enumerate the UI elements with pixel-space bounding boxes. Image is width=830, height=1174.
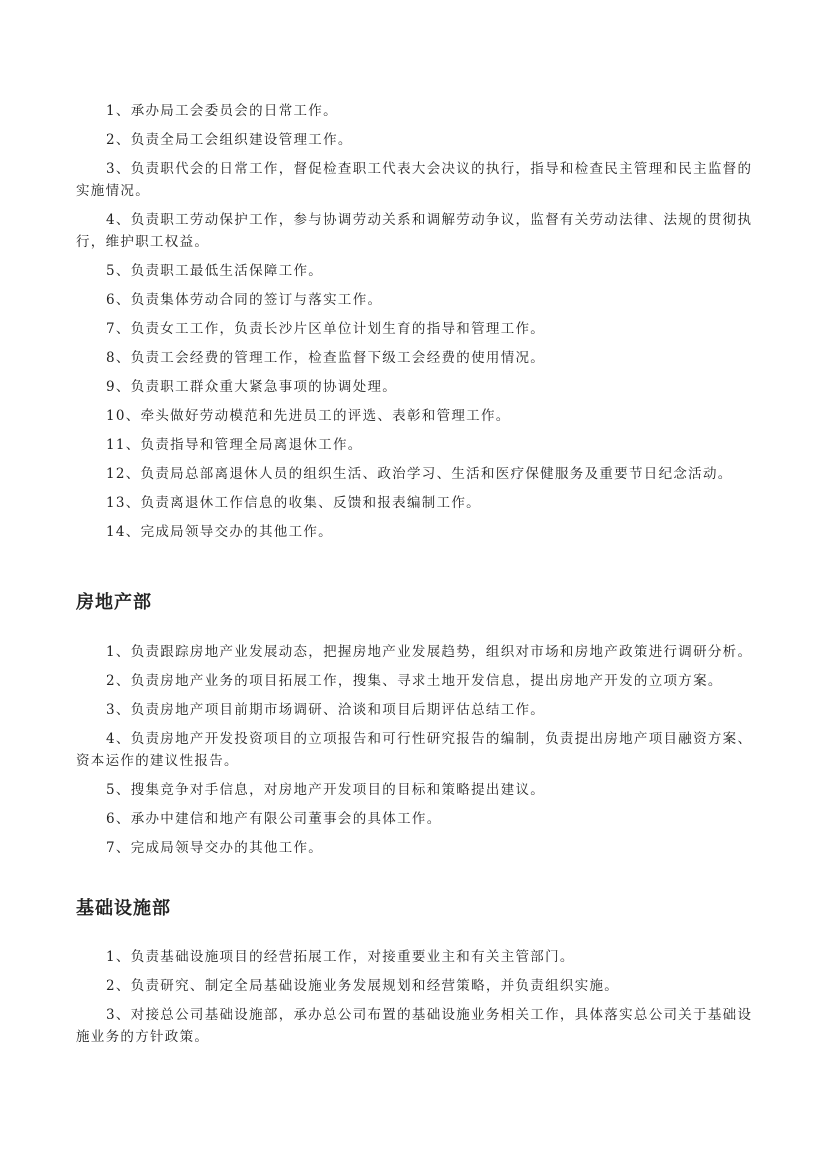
list-item: 3、负责职代会的日常工作，督促检查职工代表大会决议的执行，指导和检查民主管理和民主监督的实施情况。	[76, 161, 753, 199]
infrastructure-section	[76, 894, 762, 920]
list-item: 2、负责研究、制定全局基础设施业务发展规划和经营策略，并负责组织实施。	[106, 978, 620, 994]
list-item: 11、负责指导和管理全局离退休工作。	[106, 437, 363, 453]
list-item: 8、负责工会经费的管理工作，检查监督下级工会经费的使用情况。	[106, 350, 546, 366]
list-item: 1、承办局工会委员会的日常工作。	[106, 103, 338, 119]
list-item: 10、牵头做好劳动模范和先进员工的评选、表彰和管理工作。	[106, 408, 511, 424]
infrastructure-duties-list	[76, 946, 762, 1055]
list-item: 1、负责基础设施项目的经营拓展工作，对接重要业主和有关主管部门。	[106, 949, 575, 965]
list-item: 2、负责房地产业务的项目拓展工作，搜集、寻求土地开发信息，提出房地产开发的立项方案。	[106, 673, 723, 689]
list-item: 5、负责职工最低生活保障工作。	[106, 263, 324, 279]
section-heading: 基础设施部	[76, 898, 171, 919]
union-duties-list	[76, 100, 762, 550]
list-item: 1、负责跟踪房地产业发展动态，把握房地产业发展趋势，组织对市场和房地产政策进行调研分析。	[106, 644, 753, 660]
list-item: 2、负责全局工会组织建设管理工作。	[106, 132, 353, 148]
list-item: 6、承办中建信和地产有限公司董事会的具体工作。	[106, 811, 442, 827]
list-item: 4、负责职工劳动保护工作，参与协调劳动关系和调解劳动争议，监督有关劳动法律、法规的贯彻执行，维护职工权益。	[76, 212, 753, 250]
list-item: 3、对接总公司基础设施部，承办总公司布置的基础设施业务相关工作，具体落实总公司关于基础设施业务的方针政策。	[76, 1007, 753, 1045]
list-item: 9、负责职工群众重大紧急事项的协调处理。	[106, 379, 398, 395]
list-item: 7、负责女工工作，负责长沙片区单位计划生育的指导和管理工作。	[106, 321, 546, 337]
list-item: 5、搜集竞争对手信息，对房地产开发项目的目标和策略提出建议。	[106, 782, 546, 798]
list-item: 4、负责房地产开发投资项目的立项报告和可行性研究报告的编制，负责提出房地产项目融资方案、资本运作的建议性报告。	[76, 731, 753, 769]
list-item: 3、负责房地产项目前期市场调研、洽谈和项目后期评估总结工作。	[106, 702, 546, 718]
list-item: 6、负责集体劳动合同的签订与落实工作。	[106, 292, 383, 308]
list-item: 7、完成局领导交办的其他工作。	[106, 840, 324, 856]
list-item: 12、负责局总部离退休人员的组织生活、政治学习、生活和医疗保健服务及重要节日纪念活动。	[106, 466, 733, 482]
real-estate-duties-list	[76, 641, 762, 866]
list-item: 13、负责离退休工作信息的收集、反馈和报表编制工作。	[106, 495, 481, 511]
real-estate-section	[76, 588, 762, 614]
list-item: 14、完成局领导交办的其他工作。	[106, 524, 333, 540]
section-heading: 房地产部	[76, 592, 152, 613]
